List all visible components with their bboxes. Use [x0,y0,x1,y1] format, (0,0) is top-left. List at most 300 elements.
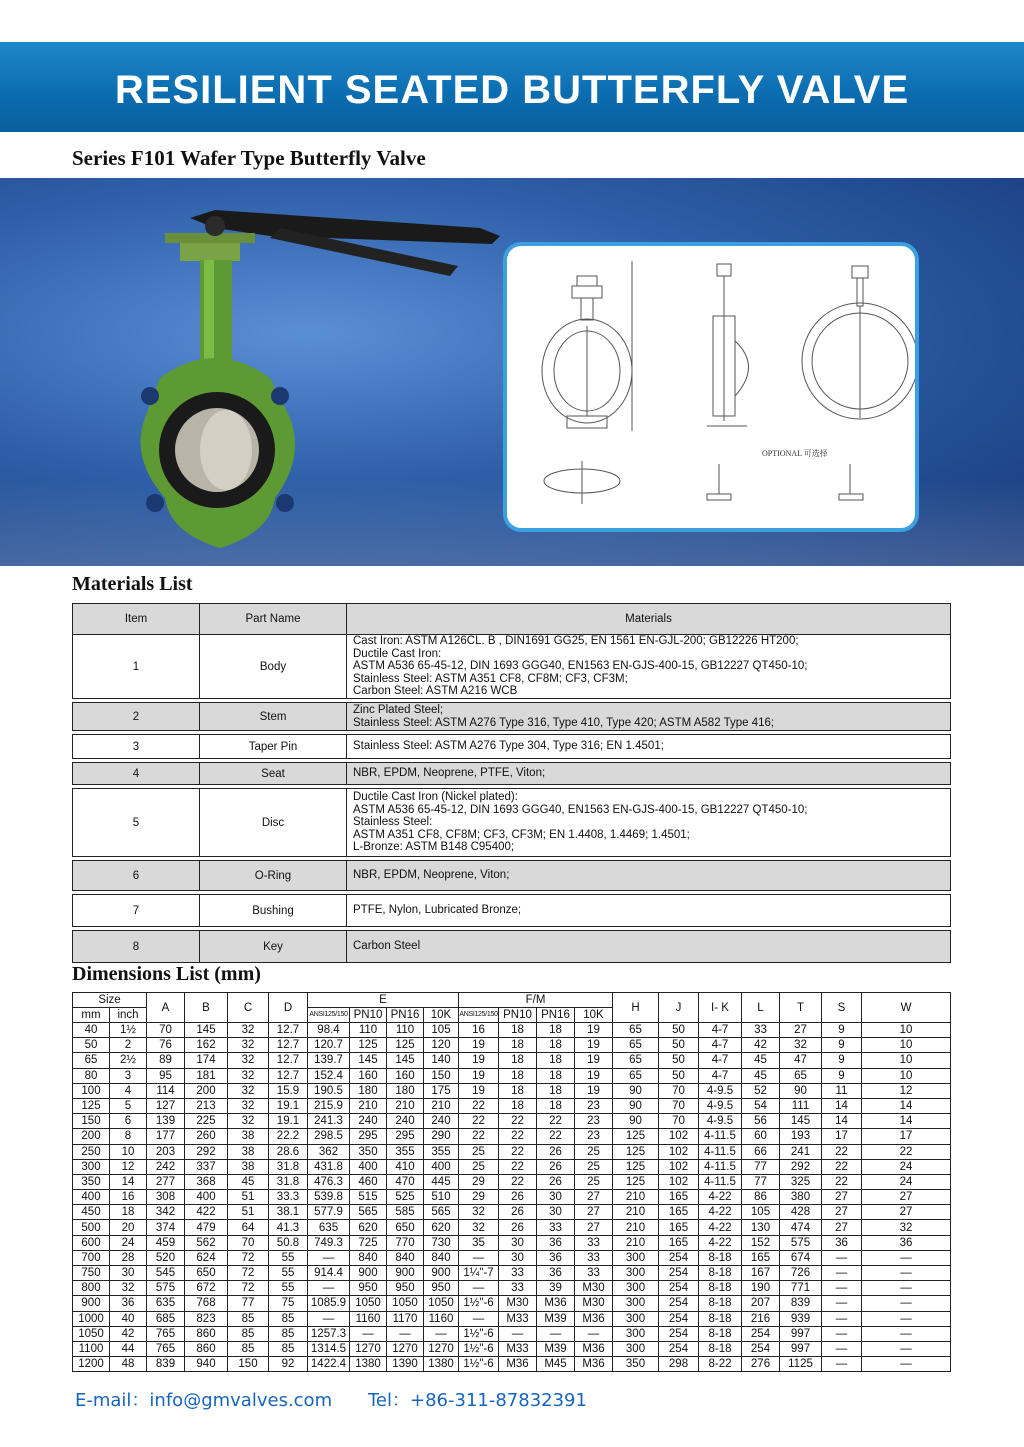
table-cell: 86 [742,1190,780,1205]
hdr-e-pn10: PN10 [350,1008,387,1023]
table-cell: 562 [185,1235,228,1250]
table-cell: 165 [659,1205,699,1220]
table-cell: 295 [350,1129,387,1144]
table-cell: — [822,1281,862,1296]
table-cell: 4-22 [699,1205,742,1220]
table-cell: 48 [110,1357,147,1372]
table-cell: 145 [387,1053,424,1068]
table-cell: 2½ [110,1053,147,1068]
table-cell: 180 [350,1083,387,1098]
table-cell: 350 [350,1144,387,1159]
table-cell: 38 [228,1129,269,1144]
table-cell: 9 [822,1068,862,1083]
table-cell: 460 [350,1174,387,1189]
table-cell: — [308,1281,350,1296]
table-cell: 28 [110,1250,147,1265]
table-cell: 1380 [424,1357,459,1372]
table-cell: 12 [862,1083,951,1098]
table-cell: 72 [228,1266,269,1281]
table-cell: 241 [780,1144,822,1159]
table-cell: M39 [537,1311,575,1326]
table-cell: 111 [780,1098,822,1113]
hdr-h: H [613,993,659,1023]
table-cell: 33 [499,1266,537,1281]
table-cell: 145 [185,1023,228,1038]
item-number: 8 [73,931,200,963]
table-cell: 32 [228,1038,269,1053]
table-cell: 400 [185,1190,228,1205]
table-cell: 18 [499,1083,537,1098]
table-cell: 300 [613,1311,659,1326]
table-cell: 50 [659,1023,699,1038]
table-cell: 4-22 [699,1235,742,1250]
table-cell: 10 [110,1144,147,1159]
materials-cell: Cast Iron: ASTM A126CL. B , DIN1691 GG25, EN 1561 EN-GJL-200; GB12226 HT200; Ductile Cast Iron: ASTM A536 65-45-12, DIN 1693 GGG40, EN1563 EN-GJS-400-15, GB12227 QT450-10; Stainless Steel: ASTM A351 CF8, CF8M; CF3, CF3M; Carbon Steel: ASTM A216 WCB [347,635,951,699]
table-row [73,1144,951,1159]
hdr-f-ansi: ANSI125/150 [459,1008,499,1023]
table-cell: — [308,1311,350,1326]
table-cell: 150 [228,1357,269,1372]
table-cell: 8 [110,1129,147,1144]
materials-cell: NBR, EPDM, Neoprene, PTFE, Viton; [347,763,951,785]
table-cell: 840 [424,1250,459,1265]
table-cell: 33 [537,1220,575,1235]
table-cell: 27 [862,1205,951,1220]
table-cell: 92 [269,1357,308,1372]
table-cell: — [862,1357,951,1372]
table-cell: 539.8 [308,1190,350,1205]
table-cell: 765 [147,1341,185,1356]
table-cell: 40 [110,1311,147,1326]
table-cell: 19 [575,1053,613,1068]
table-cell: — [575,1326,613,1341]
table-cell: 950 [387,1281,424,1296]
table-cell: 29 [459,1190,499,1205]
table-cell: 45 [228,1174,269,1189]
part-name: Body [200,635,347,699]
table-cell: 14 [822,1098,862,1113]
table-cell: 839 [780,1296,822,1311]
table-cell: 33 [742,1023,780,1038]
table-cell: — [459,1250,499,1265]
table-cell: 17 [822,1129,862,1144]
table-cell: 18 [537,1083,575,1098]
table-cell: 1380 [350,1357,387,1372]
table-cell: 650 [185,1266,228,1281]
table-cell: 22.2 [269,1129,308,1144]
hdr-j: J [659,993,699,1023]
table-cell: 14 [862,1114,951,1129]
hdr-ik: I- K [699,993,742,1023]
table-cell: 32 [862,1220,951,1235]
table-cell: 145 [350,1053,387,1068]
table-cell: 1½"-6 [459,1357,499,1372]
table-cell: 18 [537,1098,575,1113]
table-cell: 545 [147,1266,185,1281]
table-cell: 4-11.5 [699,1129,742,1144]
hdr-w: W [862,993,951,1023]
table-cell: 33 [575,1266,613,1281]
table-cell: — [459,1311,499,1326]
table-cell: 12.7 [269,1068,308,1083]
table-cell: 95 [147,1068,185,1083]
col-part-name: Part Name [200,604,347,635]
table-cell: 292 [185,1144,228,1159]
table-cell: 50 [659,1038,699,1053]
title-banner [0,42,1024,132]
table-cell: 54 [742,1098,780,1113]
table-cell: 1¼"-7 [459,1266,499,1281]
table-cell: 42 [110,1326,147,1341]
table-row [73,1311,951,1326]
table-cell: 8-22 [699,1357,742,1372]
table-cell: 240 [387,1114,424,1129]
table-cell: 577.9 [308,1205,350,1220]
table-cell: — [822,1341,862,1356]
table-cell: 10 [862,1038,951,1053]
table-cell: 90 [613,1114,659,1129]
table-cell: 165 [659,1190,699,1205]
contact-email: E-mail：info@gmvalves.com [75,1390,333,1411]
table-cell: 60 [742,1129,780,1144]
table-cell: 1100 [73,1341,110,1356]
table-cell: 125 [613,1144,659,1159]
table-cell: 100 [73,1083,110,1098]
table-cell: 1½ [110,1023,147,1038]
table-cell: 193 [780,1129,822,1144]
table-cell: 125 [350,1038,387,1053]
table-cell: 277 [147,1174,185,1189]
table-cell: 860 [185,1341,228,1356]
table-cell: 726 [780,1266,822,1281]
table-cell: 210 [613,1220,659,1235]
part-name: Key [200,931,347,963]
hdr-size: Size [73,993,147,1008]
table-row [73,1098,951,1113]
table-cell: 575 [147,1281,185,1296]
table-cell: 19 [459,1038,499,1053]
table-cell: 70 [659,1114,699,1129]
table-cell: 110 [350,1023,387,1038]
table-cell: 30 [537,1190,575,1205]
table-cell: 42 [742,1038,780,1053]
table-cell: 210 [613,1205,659,1220]
hdr-f-pn16: PN16 [537,1008,575,1023]
table-cell: 85 [269,1341,308,1356]
table-cell: 19.1 [269,1114,308,1129]
table-cell: 325 [780,1174,822,1189]
table-cell: 300 [613,1296,659,1311]
table-cell: 510 [424,1190,459,1205]
hdr-inch: inch [110,1008,147,1023]
table-cell: — [862,1296,951,1311]
table-cell: 102 [659,1174,699,1189]
table-cell: 24 [862,1159,951,1174]
table-cell: — [862,1341,951,1356]
table-cell: 25 [459,1159,499,1174]
table-cell: 1390 [387,1357,424,1372]
table-row [73,1129,951,1144]
table-cell: 1000 [73,1311,110,1326]
materials-cell: Stainless Steel: ASTM A276 Type 304, Type 316; EN 1.4501; [347,735,951,759]
table-cell: 30 [499,1250,537,1265]
table-cell: 203 [147,1144,185,1159]
table-cell: 1085.9 [308,1296,350,1311]
table-cell: 38.1 [269,1205,308,1220]
table-cell: 470 [387,1174,424,1189]
table-row [73,1053,951,1068]
hdr-e-pn16: PN16 [387,1008,424,1023]
table-cell: 9 [822,1053,862,1068]
table-cell: 32 [228,1098,269,1113]
table-cell: 241.3 [308,1114,350,1129]
table-cell: 18 [110,1205,147,1220]
dimension-drawing [503,242,919,532]
table-cell: 22 [499,1159,537,1174]
table-cell: 8-18 [699,1341,742,1356]
table-cell: 50 [73,1038,110,1053]
hdr-d: D [269,993,308,1023]
table-cell: 36 [537,1235,575,1250]
table-cell: 90 [613,1098,659,1113]
table-cell: 38 [228,1144,269,1159]
item-number: 5 [73,789,200,857]
table-cell: 8-18 [699,1326,742,1341]
table-cell: 72 [228,1250,269,1265]
table-cell: 36 [110,1296,147,1311]
table-row [73,1174,951,1189]
table-cell: 525 [387,1190,424,1205]
table-cell: 362 [308,1144,350,1159]
table-cell: 27 [862,1190,951,1205]
table-cell: 12 [110,1159,147,1174]
table-cell: 150 [73,1114,110,1129]
table-cell: 24 [110,1235,147,1250]
table-cell: 620 [424,1220,459,1235]
page-title: RESILIENT SEATED BUTTERFLY VALVE [114,68,910,112]
table-cell: 22 [537,1114,575,1129]
table-row [73,1296,951,1311]
table-cell: 174 [185,1053,228,1068]
table-cell: 22 [459,1129,499,1144]
table-cell: 254 [659,1341,699,1356]
series-subtitle: Series F101 Wafer Type Butterfly Valve [72,146,426,170]
table-cell: 90 [780,1083,822,1098]
table-cell: 20 [110,1220,147,1235]
table-cell: 210 [350,1098,387,1113]
table-cell: M39 [537,1341,575,1356]
table-cell: 4-22 [699,1220,742,1235]
table-cell: 215.9 [308,1098,350,1113]
materials-cell: Ductile Cast Iron (Nickel plated): ASTM A536 65-45-12, DIN 1693 GGG40, EN1563 EN-GJS-400-15, GB12227 QT450-10; Stainless Steel: ASTM A351 CF8, CF8M; CF3, CF3M; EN 1.4408, 1.4469; 1.4501; L-Bronze: ASTM B148 C95400; [347,789,951,857]
table-cell: 90 [613,1083,659,1098]
table-cell: 4 [110,1083,147,1098]
table-cell: 14 [822,1114,862,1129]
table-cell: 8-18 [699,1250,742,1265]
table-cell: 39 [537,1281,575,1296]
table-cell: 165 [659,1235,699,1250]
table-cell: M36 [537,1296,575,1311]
table-cell: 500 [73,1220,110,1235]
table-cell: 45 [742,1053,780,1068]
table-cell: 254 [742,1341,780,1356]
table-cell: 17 [862,1129,951,1144]
table-cell: 23 [575,1114,613,1129]
table-cell: 65 [613,1053,659,1068]
table-row [73,1250,951,1265]
table-cell: 300 [613,1281,659,1296]
table-cell: 125 [387,1038,424,1053]
hdr-e-10k: 10K [424,1008,459,1023]
table-cell: 70 [659,1083,699,1098]
table-cell: 635 [308,1220,350,1235]
table-cell: 254 [659,1296,699,1311]
table-cell: 914.4 [308,1266,350,1281]
table-cell: 1422.4 [308,1357,350,1372]
table-cell: 75 [269,1296,308,1311]
table-cell: 565 [424,1205,459,1220]
hdr-s: S [822,993,862,1023]
table-cell: 8-18 [699,1281,742,1296]
table-cell: 22 [537,1129,575,1144]
table-cell: 1270 [387,1341,424,1356]
table-cell: 105 [424,1023,459,1038]
table-cell: 22 [499,1174,537,1189]
table-cell: 31.8 [269,1159,308,1174]
table-cell: 210 [424,1098,459,1113]
hdr-mm: mm [73,1008,110,1023]
materials-cell: Zinc Plated Steel; Stainless Steel: ASTM A276 Type 316, Type 410, Type 420; ASTM A582 Type 416; [347,703,951,731]
table-cell: — [862,1311,951,1326]
table-row [73,1159,951,1174]
table-cell: 575 [780,1235,822,1250]
table-cell: — [862,1281,951,1296]
table-row [73,1357,951,1372]
table-cell: 65 [73,1053,110,1068]
table-cell: 4-7 [699,1053,742,1068]
table-cell: 125 [73,1098,110,1113]
table-cell: 431.8 [308,1159,350,1174]
table-cell: 190.5 [308,1083,350,1098]
table-cell: — [822,1250,862,1265]
table-cell: 4-9.5 [699,1114,742,1129]
table-cell: 1050 [73,1326,110,1341]
table-cell: 1200 [73,1357,110,1372]
table-cell: 620 [350,1220,387,1235]
table-cell: 32 [228,1114,269,1129]
table-cell: 4-7 [699,1038,742,1053]
table-cell: 839 [147,1357,185,1372]
hdr-e: E [308,993,459,1008]
table-cell: — [862,1326,951,1341]
table-cell: 102 [659,1144,699,1159]
table-cell: 66 [742,1144,780,1159]
hdr-f-pn10: PN10 [499,1008,537,1023]
table-cell: M33 [499,1311,537,1326]
table-cell: M36 [575,1357,613,1372]
table-cell: 70 [659,1098,699,1113]
table-cell: 51 [228,1205,269,1220]
table-cell: 22 [822,1159,862,1174]
butterfly-valve-image [120,188,540,566]
table-cell: 12.7 [269,1053,308,1068]
table-cell: 85 [228,1326,269,1341]
table-cell: 19 [459,1053,499,1068]
table-cell: 50 [659,1053,699,1068]
table-cell: — [387,1326,424,1341]
table-cell: 300 [613,1250,659,1265]
table-cell: 25 [459,1144,499,1159]
table-cell: 145 [780,1114,822,1129]
table-cell: 36 [822,1235,862,1250]
table-cell: 1160 [424,1311,459,1326]
table-cell: 474 [780,1220,822,1235]
table-cell: 19 [459,1083,499,1098]
table-cell: M36 [499,1357,537,1372]
table-cell: 292 [780,1159,822,1174]
table-cell: 22 [499,1144,537,1159]
table-cell: 1160 [350,1311,387,1326]
table-cell: 450 [73,1205,110,1220]
table-cell: 23 [575,1098,613,1113]
table-cell: 4-11.5 [699,1159,742,1174]
table-cell: 25 [575,1159,613,1174]
table-cell: 10 [862,1053,951,1068]
table-cell: 26 [499,1205,537,1220]
table-cell: 50.8 [269,1235,308,1250]
item-number: 7 [73,895,200,927]
table-cell: 254 [659,1326,699,1341]
table-cell: 180 [387,1083,424,1098]
table-cell: 771 [780,1281,822,1296]
col-item: Item [73,604,200,635]
hdr-f-10k: 10K [575,1008,613,1023]
item-number: 4 [73,763,200,785]
table-cell: 127 [147,1098,185,1113]
hdr-c: C [228,993,269,1023]
table-cell: 11 [822,1083,862,1098]
table-cell: 72 [228,1281,269,1296]
table-cell: 125 [613,1159,659,1174]
table-cell: 1½"-6 [459,1296,499,1311]
table-cell: 8-18 [699,1311,742,1326]
table-cell: 950 [350,1281,387,1296]
table-cell: 25 [575,1144,613,1159]
table-cell: 18 [499,1053,537,1068]
hdr-l: L [742,993,780,1023]
table-cell: 939 [780,1311,822,1326]
table-cell: 162 [185,1038,228,1053]
hdr-fm: F/M [459,993,613,1008]
table-cell: — [862,1266,951,1281]
table-cell: — [424,1326,459,1341]
table-cell: 1270 [424,1341,459,1356]
table-cell: 32 [459,1205,499,1220]
table-cell: 254 [659,1281,699,1296]
table-cell: 295 [387,1129,424,1144]
table-cell: 51 [228,1190,269,1205]
table-cell: M36 [575,1311,613,1326]
table-cell: 368 [185,1174,228,1189]
table-cell: 76 [147,1038,185,1053]
table-cell: 18 [537,1053,575,1068]
table-cell: 350 [73,1174,110,1189]
table-cell: 55 [269,1266,308,1281]
materials-table [72,603,951,963]
table-cell: 300 [613,1266,659,1281]
table-cell: 32 [228,1053,269,1068]
table-cell: 4-7 [699,1068,742,1083]
